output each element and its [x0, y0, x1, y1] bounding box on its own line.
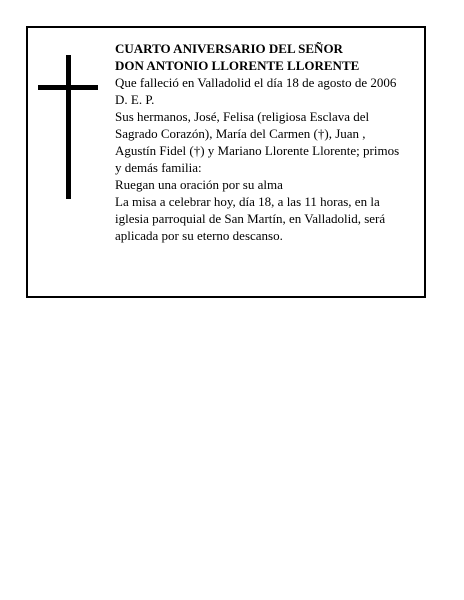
notice-title-line-1: CUARTO ANIVERSARIO DEL SEÑOR	[115, 41, 343, 56]
death-date-line: Que falleció en Valladolid el día 18 de agosto de 2006	[115, 75, 397, 90]
rip-line: D. E. P.	[115, 92, 155, 107]
cross-vertical-bar	[66, 55, 71, 199]
cross-icon	[38, 55, 98, 199]
mass-line: La misa a celebrar hoy, día 18, a las 11 horas, en la	[115, 194, 380, 209]
family-line: Agustín Fidel (†) y Mariano Llorente Llorente; primos	[115, 143, 400, 158]
family-line: Sagrado Corazón), María del Carmen (†), Juan ,	[115, 126, 366, 141]
mass-line: aplicada por su eterno descanso.	[115, 228, 283, 243]
cross-horizontal-bar	[38, 85, 98, 90]
mass-paragraph	[115, 193, 421, 244]
mass-line: iglesia parroquial de San Martín, en Valladolid, será	[115, 211, 386, 226]
family-paragraph	[115, 108, 421, 176]
prayer-request-line: Ruegan una oración por su alma	[115, 177, 283, 192]
notice-text	[115, 40, 421, 244]
family-line: Sus hermanos, José, Felisa (religiosa Esclava del	[115, 109, 370, 124]
family-line: y demás familia:	[115, 160, 202, 175]
obituary-notice	[26, 26, 426, 298]
notice-title-line-2: DON ANTONIO LLORENTE LLORENTE	[115, 58, 360, 73]
